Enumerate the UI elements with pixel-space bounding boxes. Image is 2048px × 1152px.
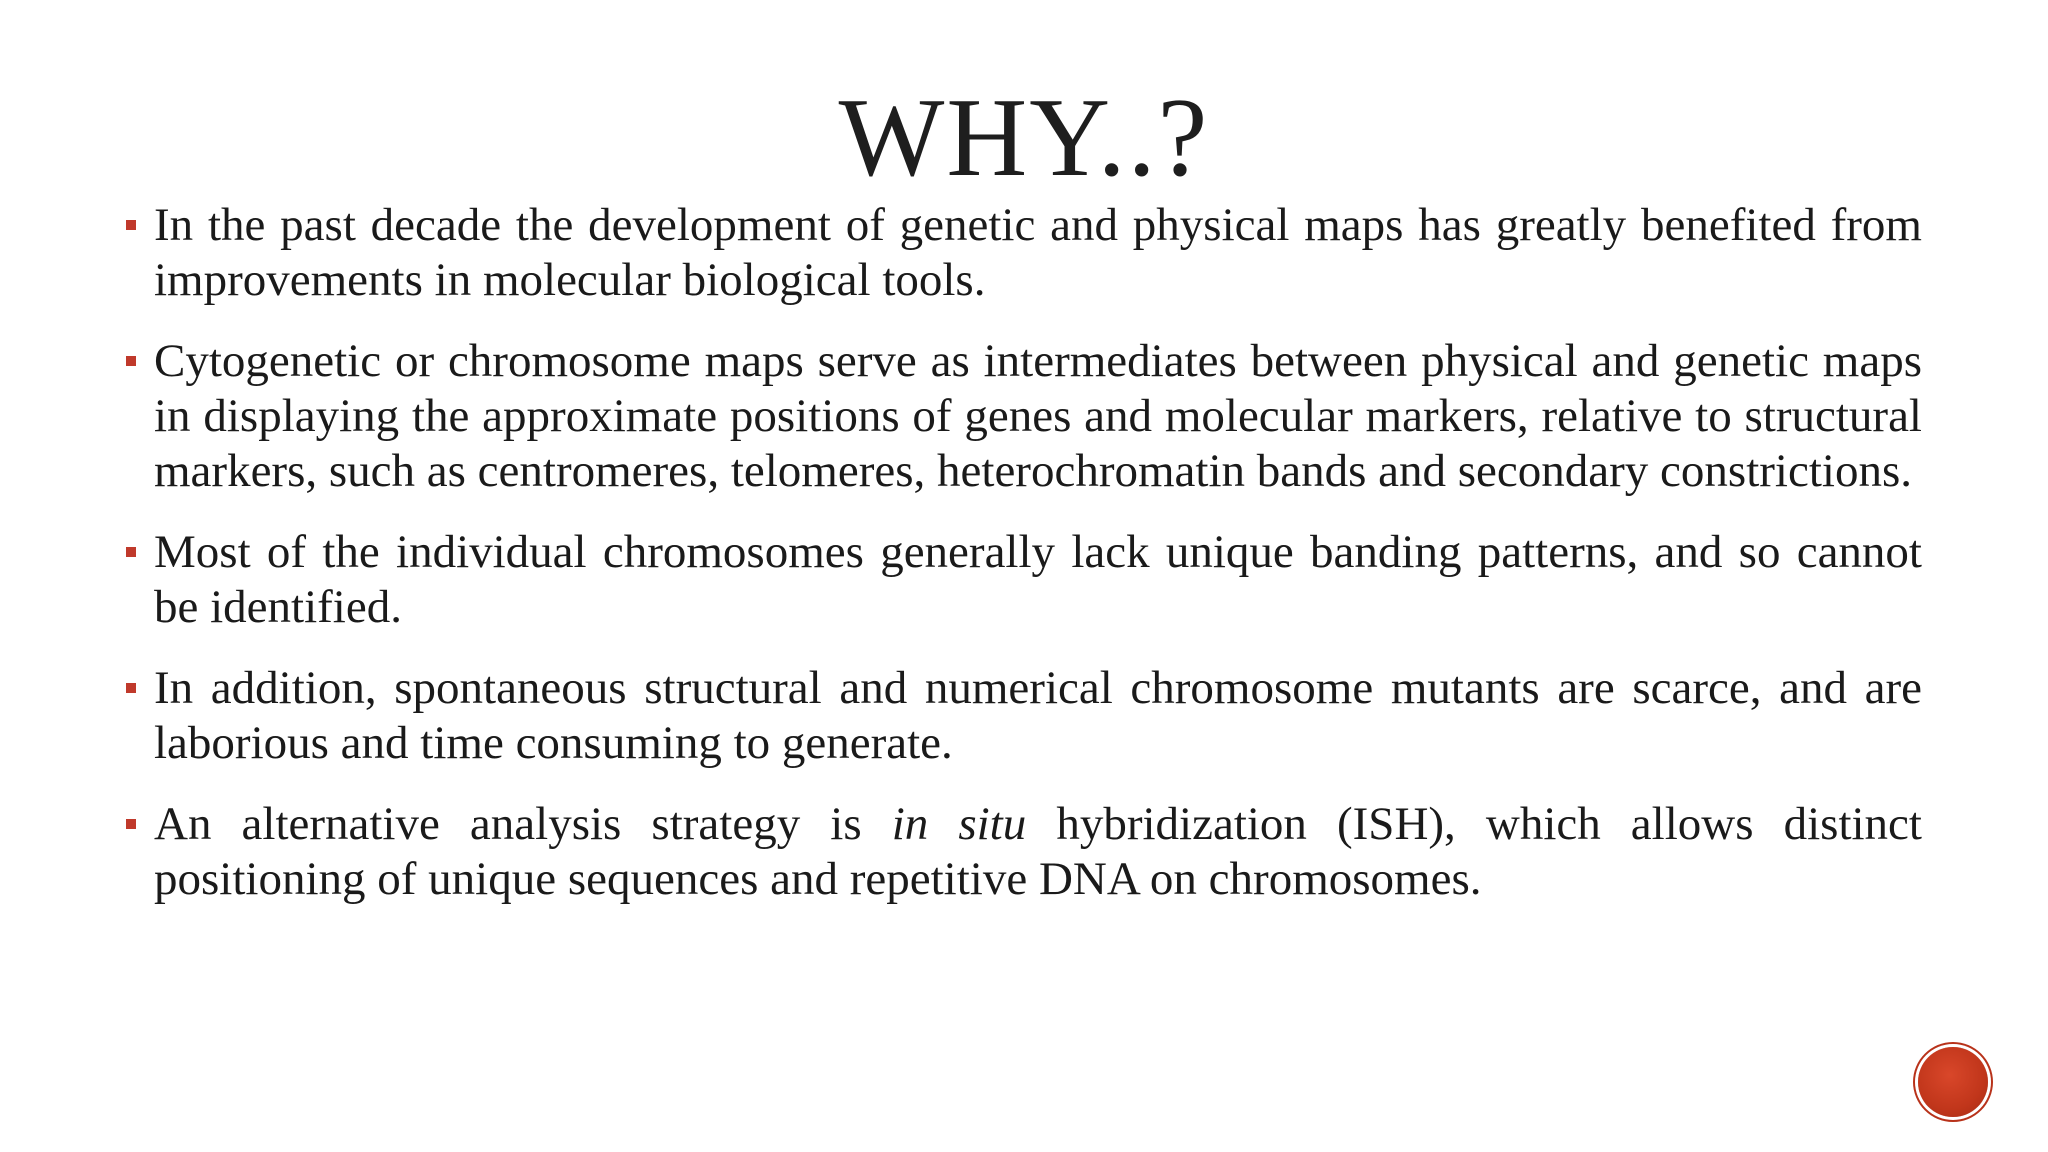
bullet-text-italic: in situ [891, 798, 1027, 850]
bullet-text: In the past decade the development of genetic and physical maps has greatly benefited from improvements in molecular biological tools. [154, 199, 1922, 306]
bullet-text: Most of the individual chromosomes generally lack unique banding patterns, and so cannot be identified. [154, 526, 1922, 633]
slide-title: WHY..? [838, 76, 1210, 200]
bullet-text: Cytogenetic or chromosome maps serve as intermediates between physical and genetic maps in displaying the approximate positions of genes and molecular markers, relative to structural markers, such as centromeres, telomeres, heterochromatin bands and secondary constrictions. [154, 335, 1922, 497]
bullet-square-icon [126, 819, 136, 829]
bullet-item [122, 525, 1922, 635]
bullet-square-icon [126, 220, 136, 230]
bullet-square-icon [126, 356, 136, 366]
bullet-text: In addition, spontaneous structural and numerical chromosome mutants are scarce, and are laborious and time consuming to generate. [154, 662, 1922, 769]
red-circle-button-icon[interactable] [1918, 1047, 1988, 1117]
bullet-item [122, 797, 1922, 907]
bullet-square-icon [126, 683, 136, 693]
bullet-square-icon [126, 547, 136, 557]
bullet-list [122, 198, 1922, 933]
bullet-item [122, 198, 1922, 308]
bullet-text-before: An alternative analysis strategy is [154, 798, 892, 850]
bullet-item [122, 334, 1922, 499]
bullet-item [122, 661, 1922, 771]
bullet-text-after: hybridization (ISH), which allows distinct positioning of unique sequences and repetitive DNA on chromosomes. [154, 798, 1922, 905]
